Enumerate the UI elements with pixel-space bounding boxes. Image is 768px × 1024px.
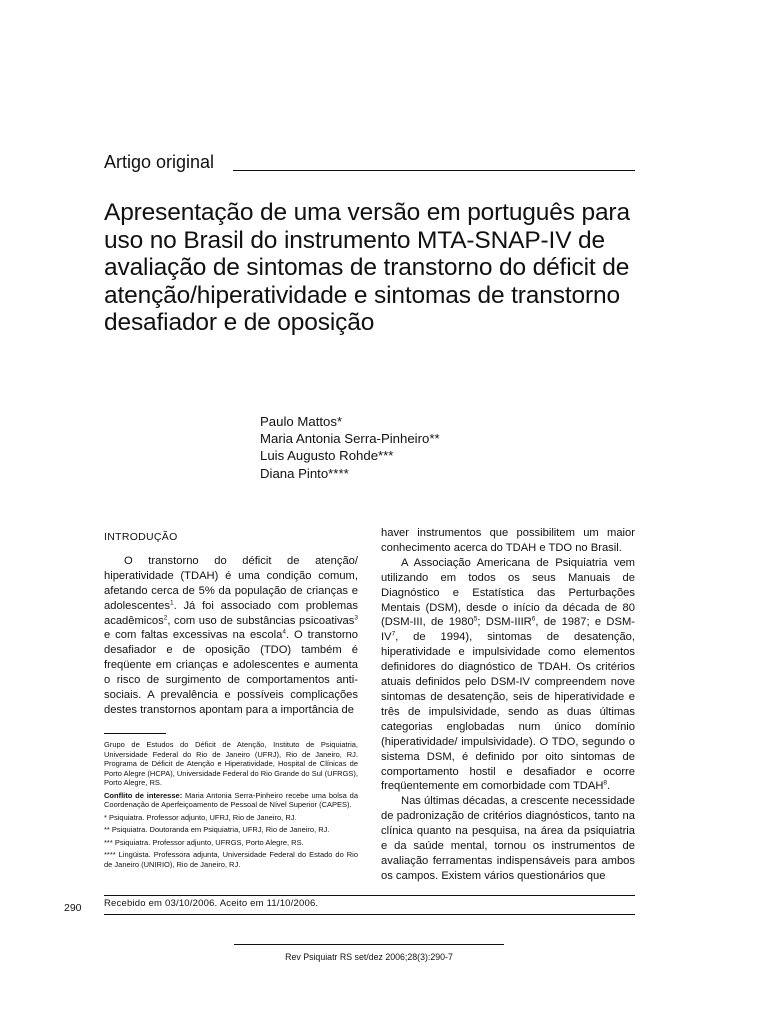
body-paragraph: Nas últimas décadas, a crescente necessidade de padronização de critérios diagnósticos, tanto na clínica quanto na pesquisa, na área da psiquiatria e da saúde mental, tornou os instrumentos de avaliação ferramentas indispensáveis para ambos os campos. Existem vários questionários que: [381, 795, 635, 882]
article-title: Apresentação de uma versão em português para uso no Brasil do instrumento MTA-SNAP-IV de avaliação de sintomas de transtorno do déficit de atenção/hiperatividade e sintomas de transtorno desafiador e de oposição: [104, 199, 630, 336]
received-dates: Recebido em 03/10/2006. Aceito em 11/10/2006.: [104, 898, 319, 909]
author-list: [260, 413, 440, 482]
author-footnote: ** Psiquiatra. Doutoranda em Psiquiatria, UFRJ, Rio de Janeiro, RJ.: [104, 825, 330, 834]
footnote-rule: [104, 733, 166, 734]
footer-rule: [234, 944, 504, 945]
journal-citation: Rev Psiquiatr RS set/dez 2006;28(3):290-7: [285, 952, 453, 962]
body-paragraph: haver instrumentos que possibilitem um maior conhecimento acerca do TDAH e TDO no Brasil.: [381, 527, 635, 554]
section-label: Artigo original: [104, 152, 215, 172]
affiliation-note: Grupo de Estudos do Déficit de Atenção, Instituto de Psiquiatria, Universidade Federal do Rio de Janeiro (UFRJ), Rio de Janeiro, RJ. Programa de Déficit de Atenção e Hiperatividade, Hospital de Clínicas de Porto Alegre (HCPA), Universidade Federal do Rio Grande do Sul (UFRGS), Porto Alegre, RS.: [104, 740, 358, 787]
author-footnote: * Psiquiatra. Professor adjunto, UFRJ, Rio de Janeiro, RJ.: [104, 812, 297, 822]
author-name: Diana Pinto****: [260, 465, 349, 481]
author-name: Paulo Mattos*: [260, 414, 343, 429]
body-paragraph: O transtorno do déficit de atenção/ hiperatividade (TDAH) é uma condição comum, afetando cerca de 5% da população de crianças e adolescentes$^1$. Já foi associado com problemas acadêmicos$^2$, com uso de substâncias psicoativas$^3$ e com faltas excessivas na escola$^4$. O transtorno desafiador e de oposição (TDO) também é freqüente em crianças e adolescentes e aumenta o risco de surgimento de comportamentos anti-sociais. A prevalência e possíveis complicações destes transtornos apontam para a importância de: [104, 554, 359, 716]
received-rule-top: [104, 895, 635, 896]
author-name: Maria Antonia Serra-Pinheiro**: [260, 431, 440, 447]
received-rule-bottom: [104, 914, 635, 915]
conflict-of-interest-note: Conflito de interesse: Maria Antonia Serra-Pinheiro recebe uma bolsa da Coordenação de Aperfeiçoamento de Pessoal de Nível Superior (CAPES).: [104, 790, 359, 809]
author-footnote: *** Psiquiatra. Professor adjunto, UFRGS, Porto Alegre, RS.: [104, 837, 304, 847]
author-footnote: **** Lingüista. Professora adjunta, Universidade Federal do Estado do Rio de Janeiro (UNIRIO), Rio de Janeiro, RJ.: [104, 850, 358, 869]
page-number: 290: [64, 902, 82, 914]
body-column-left: [104, 530, 358, 718]
section-heading: INTRODUÇÃO: [104, 531, 178, 543]
footnotes: [104, 740, 358, 872]
body-column-right: [381, 526, 635, 884]
body-paragraph: A Associação Americana de Psiquiatria vem utilizando em todos os seus Manuais de Diagnóstico e Estatística das Perturbações Mentais (DSM), desde o início da década de 80 (DSM-III, de 1980$^5$; DSM-IIIR$^6$, de 1987; e DSM-$IV^7$, de 1994), sintomas de desatenção, hiperatividade e impulsividade como elementos definidores do diagnóstico de TDAH. Os critérios atuais definidos pelo DSM-IV compreendem nove sintomas de desatenção, seis de hiperatividade e três de impulsividade, sendo as duas últimas categorias englobadas num único domínio (hiperatividade/ impulsividade). O TDO, segundo o sistema DSM, é definido por oito sintomas de comportamento hostil e desafiador e ocorre freqüentemente em comorbidade com TDAH$^8$.: [381, 556, 636, 793]
section-rule: [233, 170, 635, 171]
author-name: Luis Augusto Rohde***: [260, 448, 394, 464]
